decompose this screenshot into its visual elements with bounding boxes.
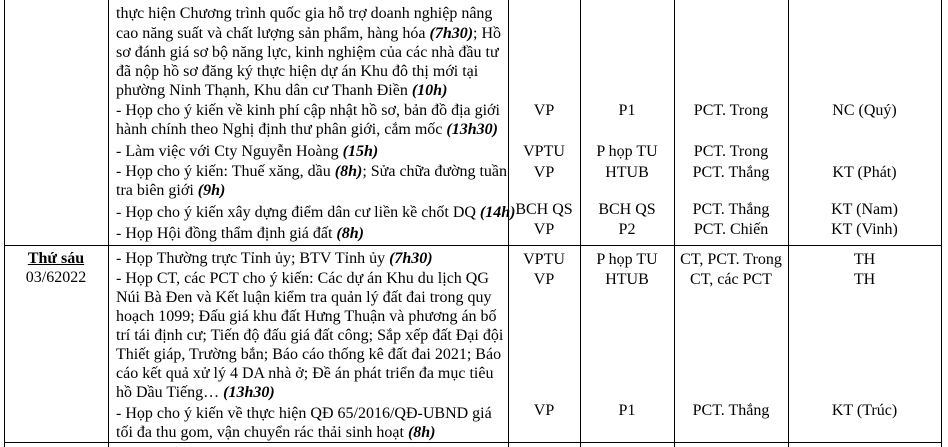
leader-cell: PCT. Chiến bbox=[693, 221, 769, 238]
content-line: - Họp Thường trực Tỉnh ủy; BTV Tỉnh ủy (7h30) bbox=[116, 250, 433, 267]
location-cell: P1 bbox=[618, 102, 636, 119]
preside-cell: VP bbox=[533, 102, 555, 119]
leader-cell: PCT. Trong bbox=[693, 143, 769, 160]
content-line: - Họp CT, các PCT cho ý kiến: Các dự án Khu du lịch QG bbox=[116, 270, 489, 287]
prepare-cell: KT (Trúc) bbox=[831, 402, 898, 419]
leader-cell: PCT. Thắng bbox=[692, 201, 770, 218]
preside-cell: VPTU bbox=[523, 143, 565, 160]
content-line: hành chính theo Nghị định thư phân giới, cắm mốc (13h30) bbox=[116, 121, 498, 138]
day-label: Thứ sáu bbox=[27, 250, 85, 267]
content-line: phường Ninh Thạnh, Khu dân cư Thanh Điền (10h) bbox=[116, 82, 448, 99]
location-cell: P họp TU bbox=[596, 251, 658, 268]
preside-cell: VP bbox=[533, 271, 555, 288]
prepare-cell: NC (Quý) bbox=[832, 102, 897, 119]
leader-cell: PCT. Trong bbox=[693, 102, 769, 119]
content-line: Núi Bà Đen và Kết luận kiểm tra quản lý đất đai trong quy bbox=[116, 289, 492, 306]
content-line: cao năng suất và chất lượng sản phẩm, hàng hóa (7h30); Hồ bbox=[116, 25, 502, 42]
location-cell: HTUB bbox=[605, 164, 649, 181]
content-line: Thiết giáp, Trường bắn; Báo cáo thống kê đất đai 2021; Báo bbox=[116, 346, 502, 363]
content-line: - Họp Hội đồng thẩm định giá đất (8h) bbox=[116, 225, 364, 242]
content-line: hồ Dầu Tiếng… (13h30) bbox=[116, 384, 275, 401]
prepare-cell: KT (Nam) bbox=[831, 201, 898, 218]
preside-cell: VP bbox=[533, 164, 555, 181]
preside-cell: VP bbox=[533, 221, 555, 238]
location-cell: P2 bbox=[618, 221, 636, 238]
location-cell: P1 bbox=[618, 402, 636, 419]
content-line: - Họp cho ý kiến về kinh phí cập nhật hồ sơ, bản đồ địa giới bbox=[116, 102, 500, 119]
leader-cell: PCT. Thắng bbox=[692, 402, 770, 419]
content-line: hoạch 1099; Đấu giá khu đất Hưng Thuận và phương án bố bbox=[116, 308, 497, 325]
prepare-cell: TH bbox=[853, 271, 876, 288]
content-line: - Làm việc với Cty Nguyễn Hoàng (15h) bbox=[116, 143, 379, 160]
location-cell: HTUB bbox=[605, 271, 649, 288]
content-line: - Họp cho ý kiến: Thuế xăng, dầu (8h); Sửa chữa đường tuần bbox=[116, 163, 507, 180]
location-cell: P họp TU bbox=[596, 143, 658, 160]
border-right bbox=[941, 0, 942, 447]
content-line: cáo kết quả xử lý 4 DA nhà ở; Đề án phát triển đa mục tiêu bbox=[116, 365, 494, 382]
location-cell: BCH QS bbox=[598, 201, 656, 218]
content-line: thực hiện Chương trình quốc gia hỗ trợ doanh nghiệp nâng bbox=[116, 5, 493, 22]
content-line: đã nộp hồ sơ đăng ký thực hiện dự án Khu đô thị mới tại bbox=[116, 63, 479, 80]
content-line: tra biên giới (9h) bbox=[116, 182, 226, 199]
leader-cell: PCT. Thắng bbox=[692, 164, 770, 181]
preside-cell: VP bbox=[533, 402, 555, 419]
prepare-cell: KT (Phát) bbox=[832, 164, 897, 181]
leader-cell: CT, các PCT bbox=[690, 271, 772, 288]
content-line: trí tái định cư; Tiến độ đấu giá đất công; Sắp xếp đất Đại đội bbox=[116, 327, 504, 344]
leader-cell: CT, PCT. Trong bbox=[680, 251, 782, 268]
content-line: tối đa thu gom, vận chuyển rác thải sinh hoạt (8h) bbox=[116, 424, 436, 441]
content-line: - Họp cho ý kiến về thực hiện QĐ 65/2016/QĐ-UBND giá bbox=[116, 405, 492, 422]
content-line: - Họp cho ý kiến xây dựng điểm dân cư liền kề chốt DQ (14h) bbox=[116, 204, 516, 221]
border-left bbox=[4, 0, 5, 447]
prepare-cell: TH bbox=[853, 251, 876, 268]
preside-cell: BCH QS bbox=[515, 201, 573, 218]
border-bottom bbox=[4, 442, 942, 443]
col-divider-1 bbox=[108, 0, 109, 447]
date-label: 03/62022 bbox=[25, 269, 87, 286]
prepare-cell: KT (Vinh) bbox=[831, 221, 898, 238]
preside-cell: VPTU bbox=[523, 251, 565, 268]
content-line: sơ đánh giá sơ bộ năng lực, kinh nghiệm của các nhà đầu tư bbox=[116, 44, 499, 61]
row-divider bbox=[4, 245, 942, 246]
